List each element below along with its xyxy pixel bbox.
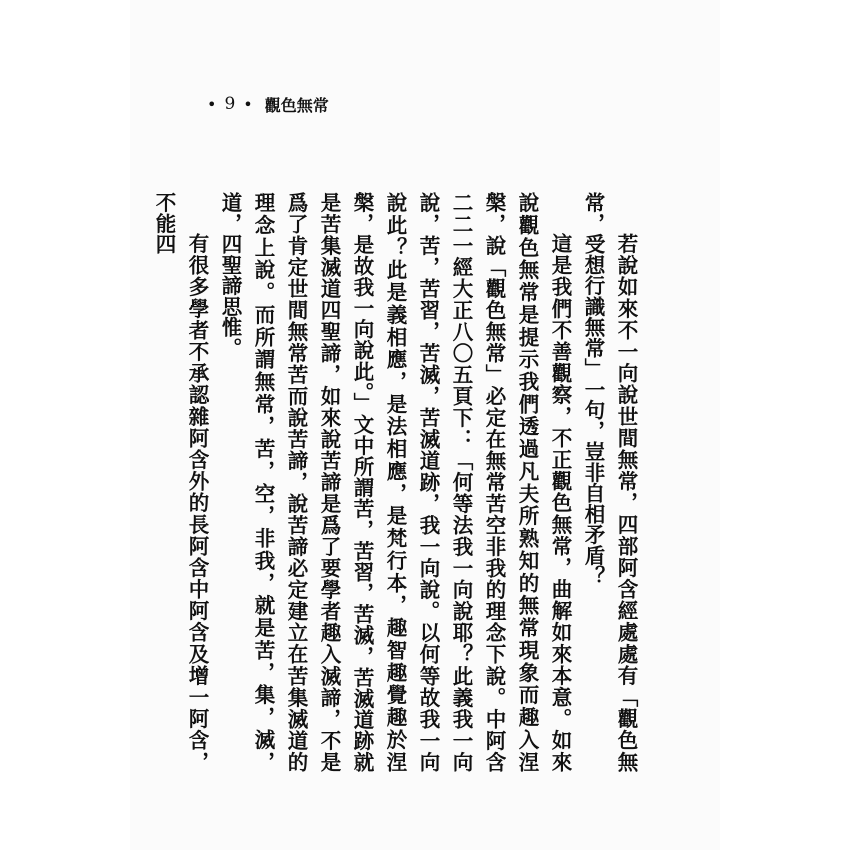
header-dot-left: • <box>207 94 217 114</box>
header-dot-right: • <box>243 94 253 114</box>
paragraph-2: 這是我們不善觀察，不正觀色無常，曲解如來本意。如來說觀色無常是提示我們透過凡夫所熟知的無常現象而趣入涅槃，說「觀色無常」必定在無常苦空非我的理念下說。中阿含二二一經大正八〇五頁下：「何等法我一向說耶？此義我一向說，苦，苦習，苦滅，苦滅道跡，我一向說。以何等故我一向說此？此是義相應，是法相應，是梵行本，趣智趣覺趣於涅槃，是故我一向說此。」文中所謂苦，苦習，苦滅，苦滅道跡就是苦集滅道四聖諦，如來說苦諦是爲了要學者趣入滅諦，不是爲了肯定世間無常苦而說苦諦，說苦諦必定建立在苦集滅道的理念上說。而所謂無常，苦，空，非我，就是苦，集，滅，道，四聖諦思惟。 <box>218 192 572 772</box>
paragraph-3: 有很多學者不承認雜阿含外的長阿含中阿含及增一阿含，不能四 <box>152 192 209 772</box>
running-header <box>203 92 329 116</box>
paragraph-1: 若說如來不一向說世間無常，四部阿含經處處有「觀色無常，受想行識無常」一句，豈非自相矛盾？ <box>581 192 638 772</box>
vertical-body-text <box>152 192 642 772</box>
running-title: 觀色無常 <box>264 95 329 115</box>
page-number: 9 <box>224 94 236 114</box>
